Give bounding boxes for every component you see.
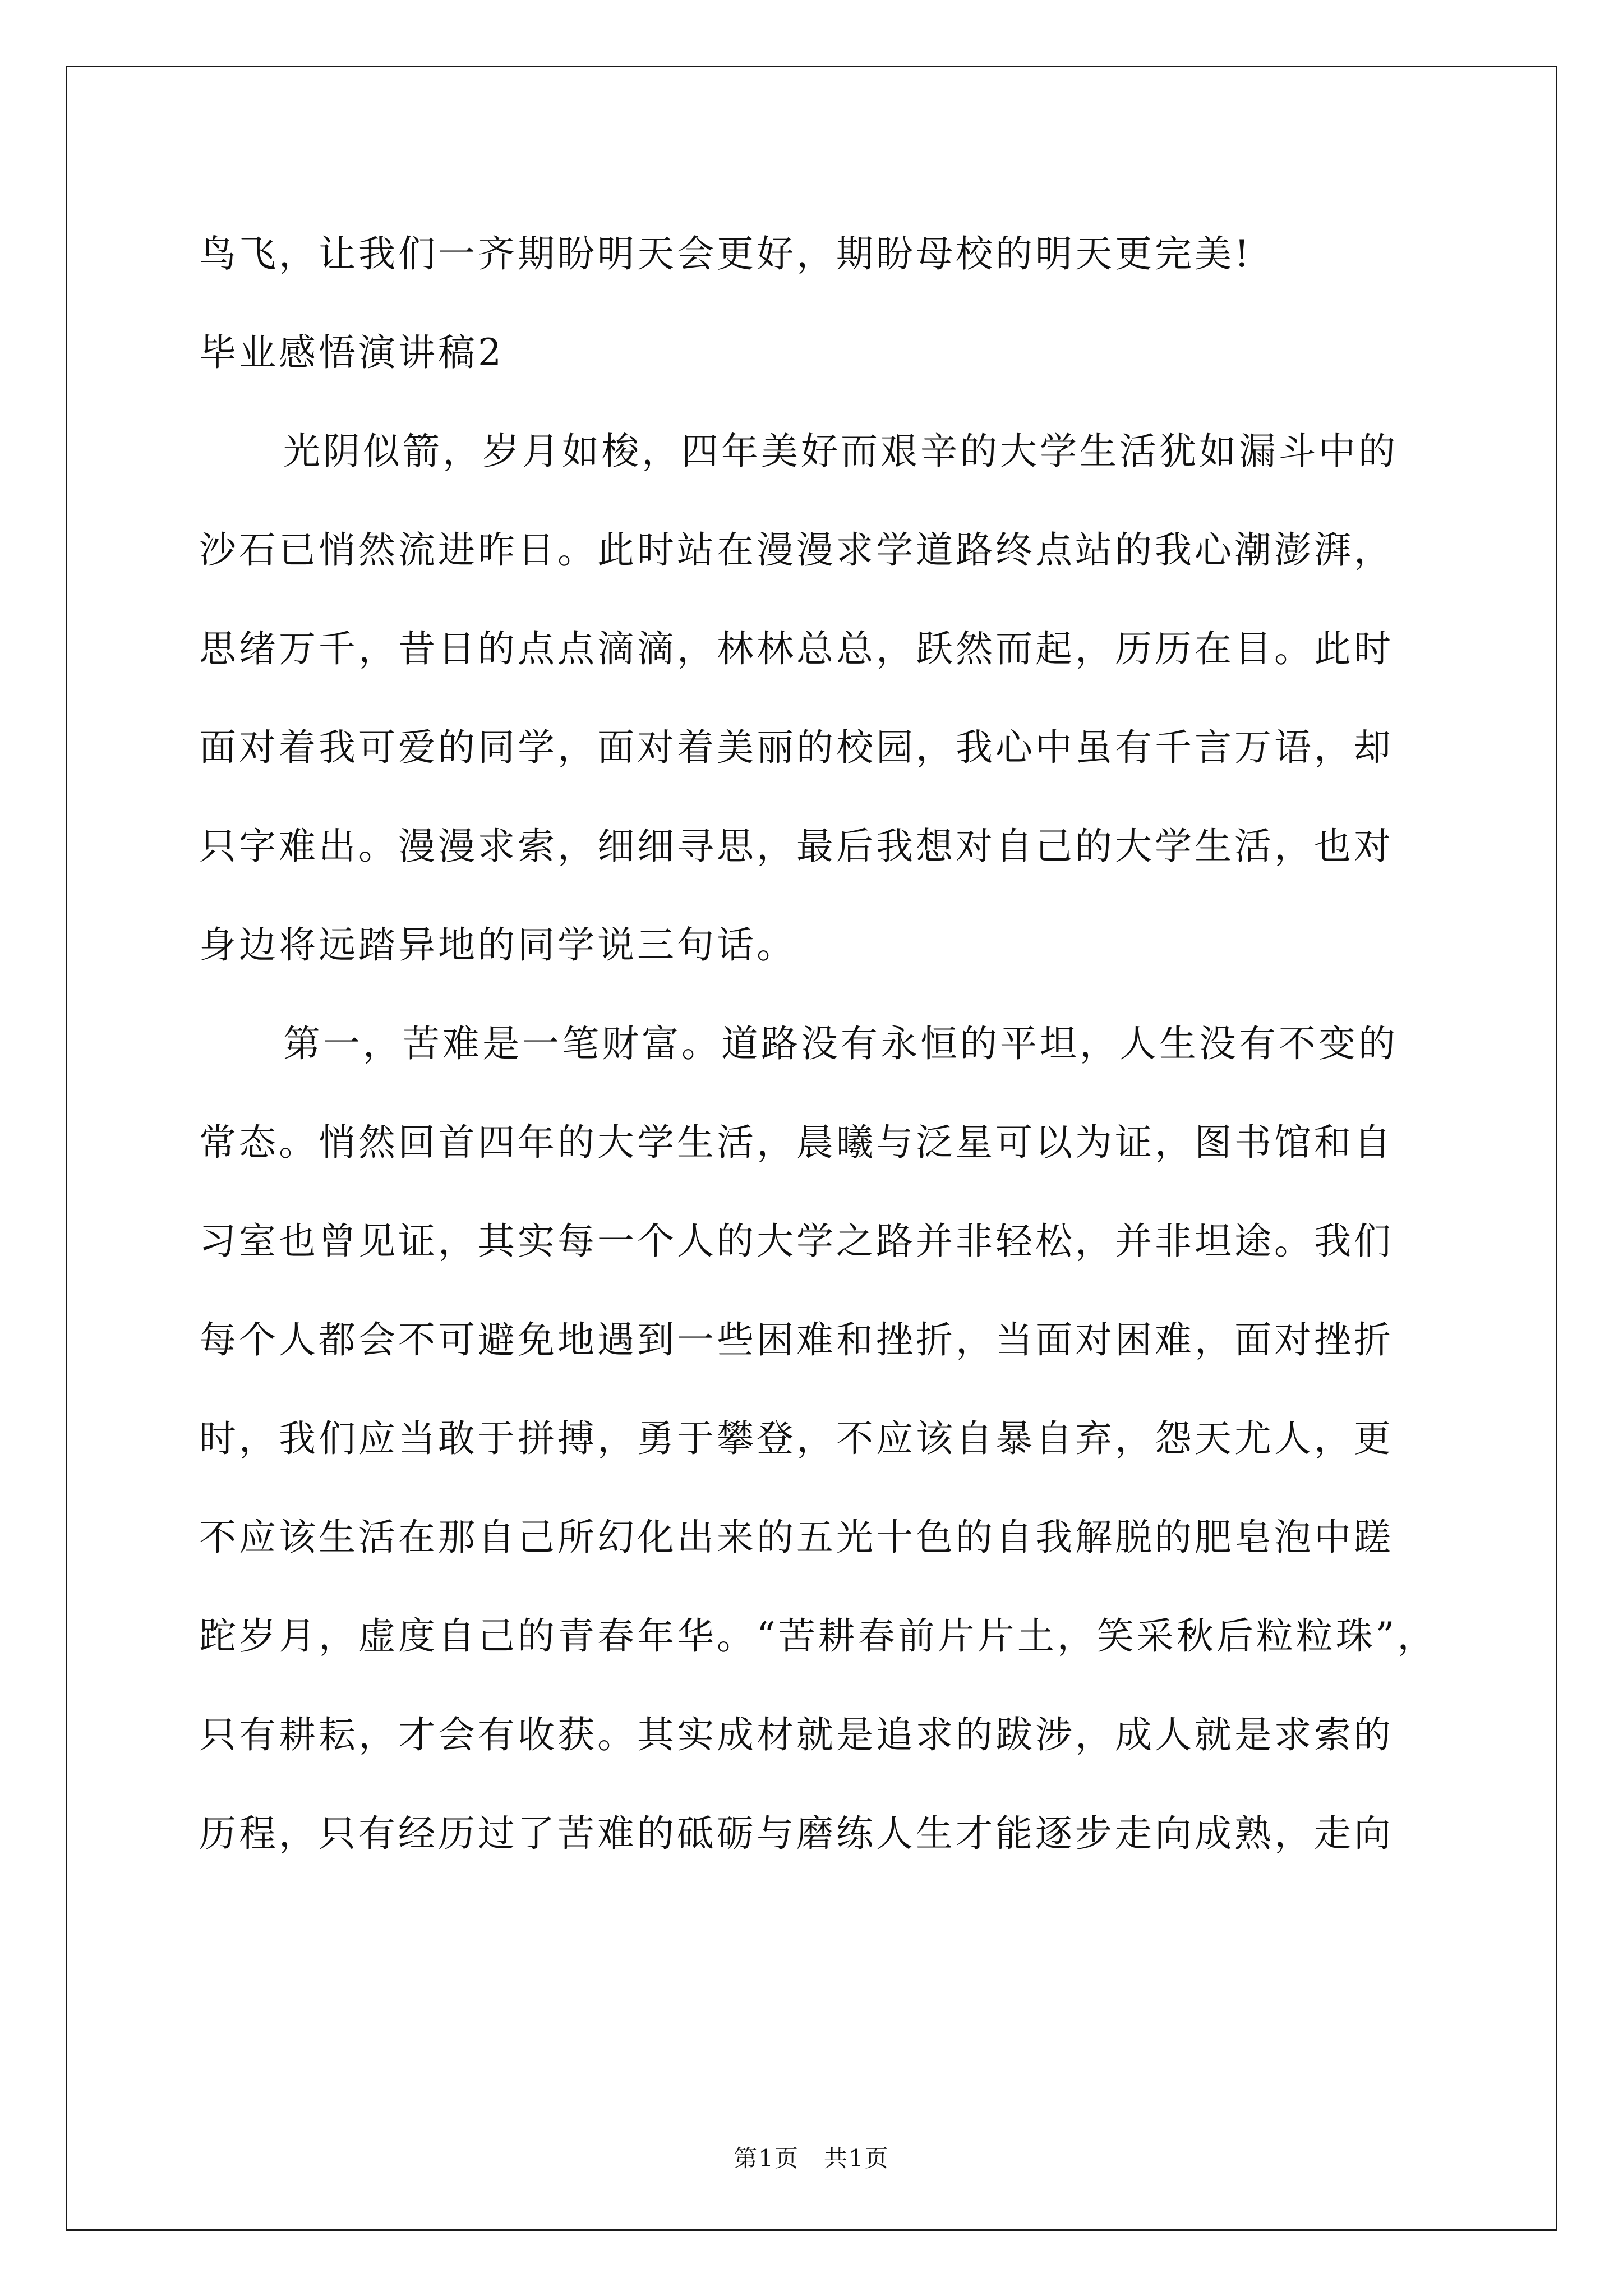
text-line: 身边将远踏异地的同学说三句话。: [199, 923, 796, 967]
text-line: 沙石已悄然流进昨日。此时站在漫漫求学道路终点站的我心潮澎湃，: [199, 528, 1394, 572]
paragraph-first-line: 第一，苦难是一笔财富。道路没有永恒的平坦，人生没有不变的: [283, 1022, 1398, 1065]
text-line: 鸟飞，让我们一齐期盼明天会更好，期盼母校的明天更完美!: [199, 232, 1252, 275]
text-line: 常态。悄然回首四年的大学生活，晨曦与泛星可以为证，图书馆和自: [199, 1121, 1394, 1164]
text-line: 每个人都会不可避免地遇到一些困难和挫折，当面对困难，面对挫折: [199, 1318, 1394, 1361]
text-line: 只有耕耘，才会有收获。其实成材就是追求的跋涉，成人就是求索的: [199, 1713, 1394, 1756]
text-line: 不应该生活在那自己所幻化出来的五光十色的自我解脱的肥皂泡中蹉: [199, 1516, 1394, 1559]
text-line: 历程，只有经历过了苦难的砥砺与磨练人生才能逐步走向成熟，走向: [199, 1812, 1394, 1855]
page-footer: 第1页 共1页: [734, 2145, 889, 2172]
document-body: [199, 205, 1438, 1883]
paragraph-first-line: 光阴似箭，岁月如梭，四年美好而艰辛的大学生活犹如漏斗中的: [283, 430, 1398, 473]
text-line: 跎岁月，虚度自己的青春年华。“苦耕春前片片土，笑采秋后粒粒珠”，: [199, 1614, 1437, 1658]
section-heading: 毕业感悟演讲稿2: [199, 331, 504, 374]
text-line: 习室也曾见证，其实每一个人的大学之路并非轻松，并非坦途。我们: [199, 1220, 1394, 1263]
text-line: 只字难出。漫漫求索，细细寻思，最后我想对自己的大学生活，也对: [199, 825, 1394, 868]
text-line: 面对着我可爱的同学，面对着美丽的校园，我心中虽有千言万语，却: [199, 726, 1394, 769]
text-line: 思绪万千，昔日的点点滴滴，林林总总，跃然而起，历历在目。此时: [199, 627, 1394, 670]
text-line: 时，我们应当敢于拼搏，勇于攀登，不应该自暴自弃，怨天尤人，更: [199, 1417, 1394, 1460]
